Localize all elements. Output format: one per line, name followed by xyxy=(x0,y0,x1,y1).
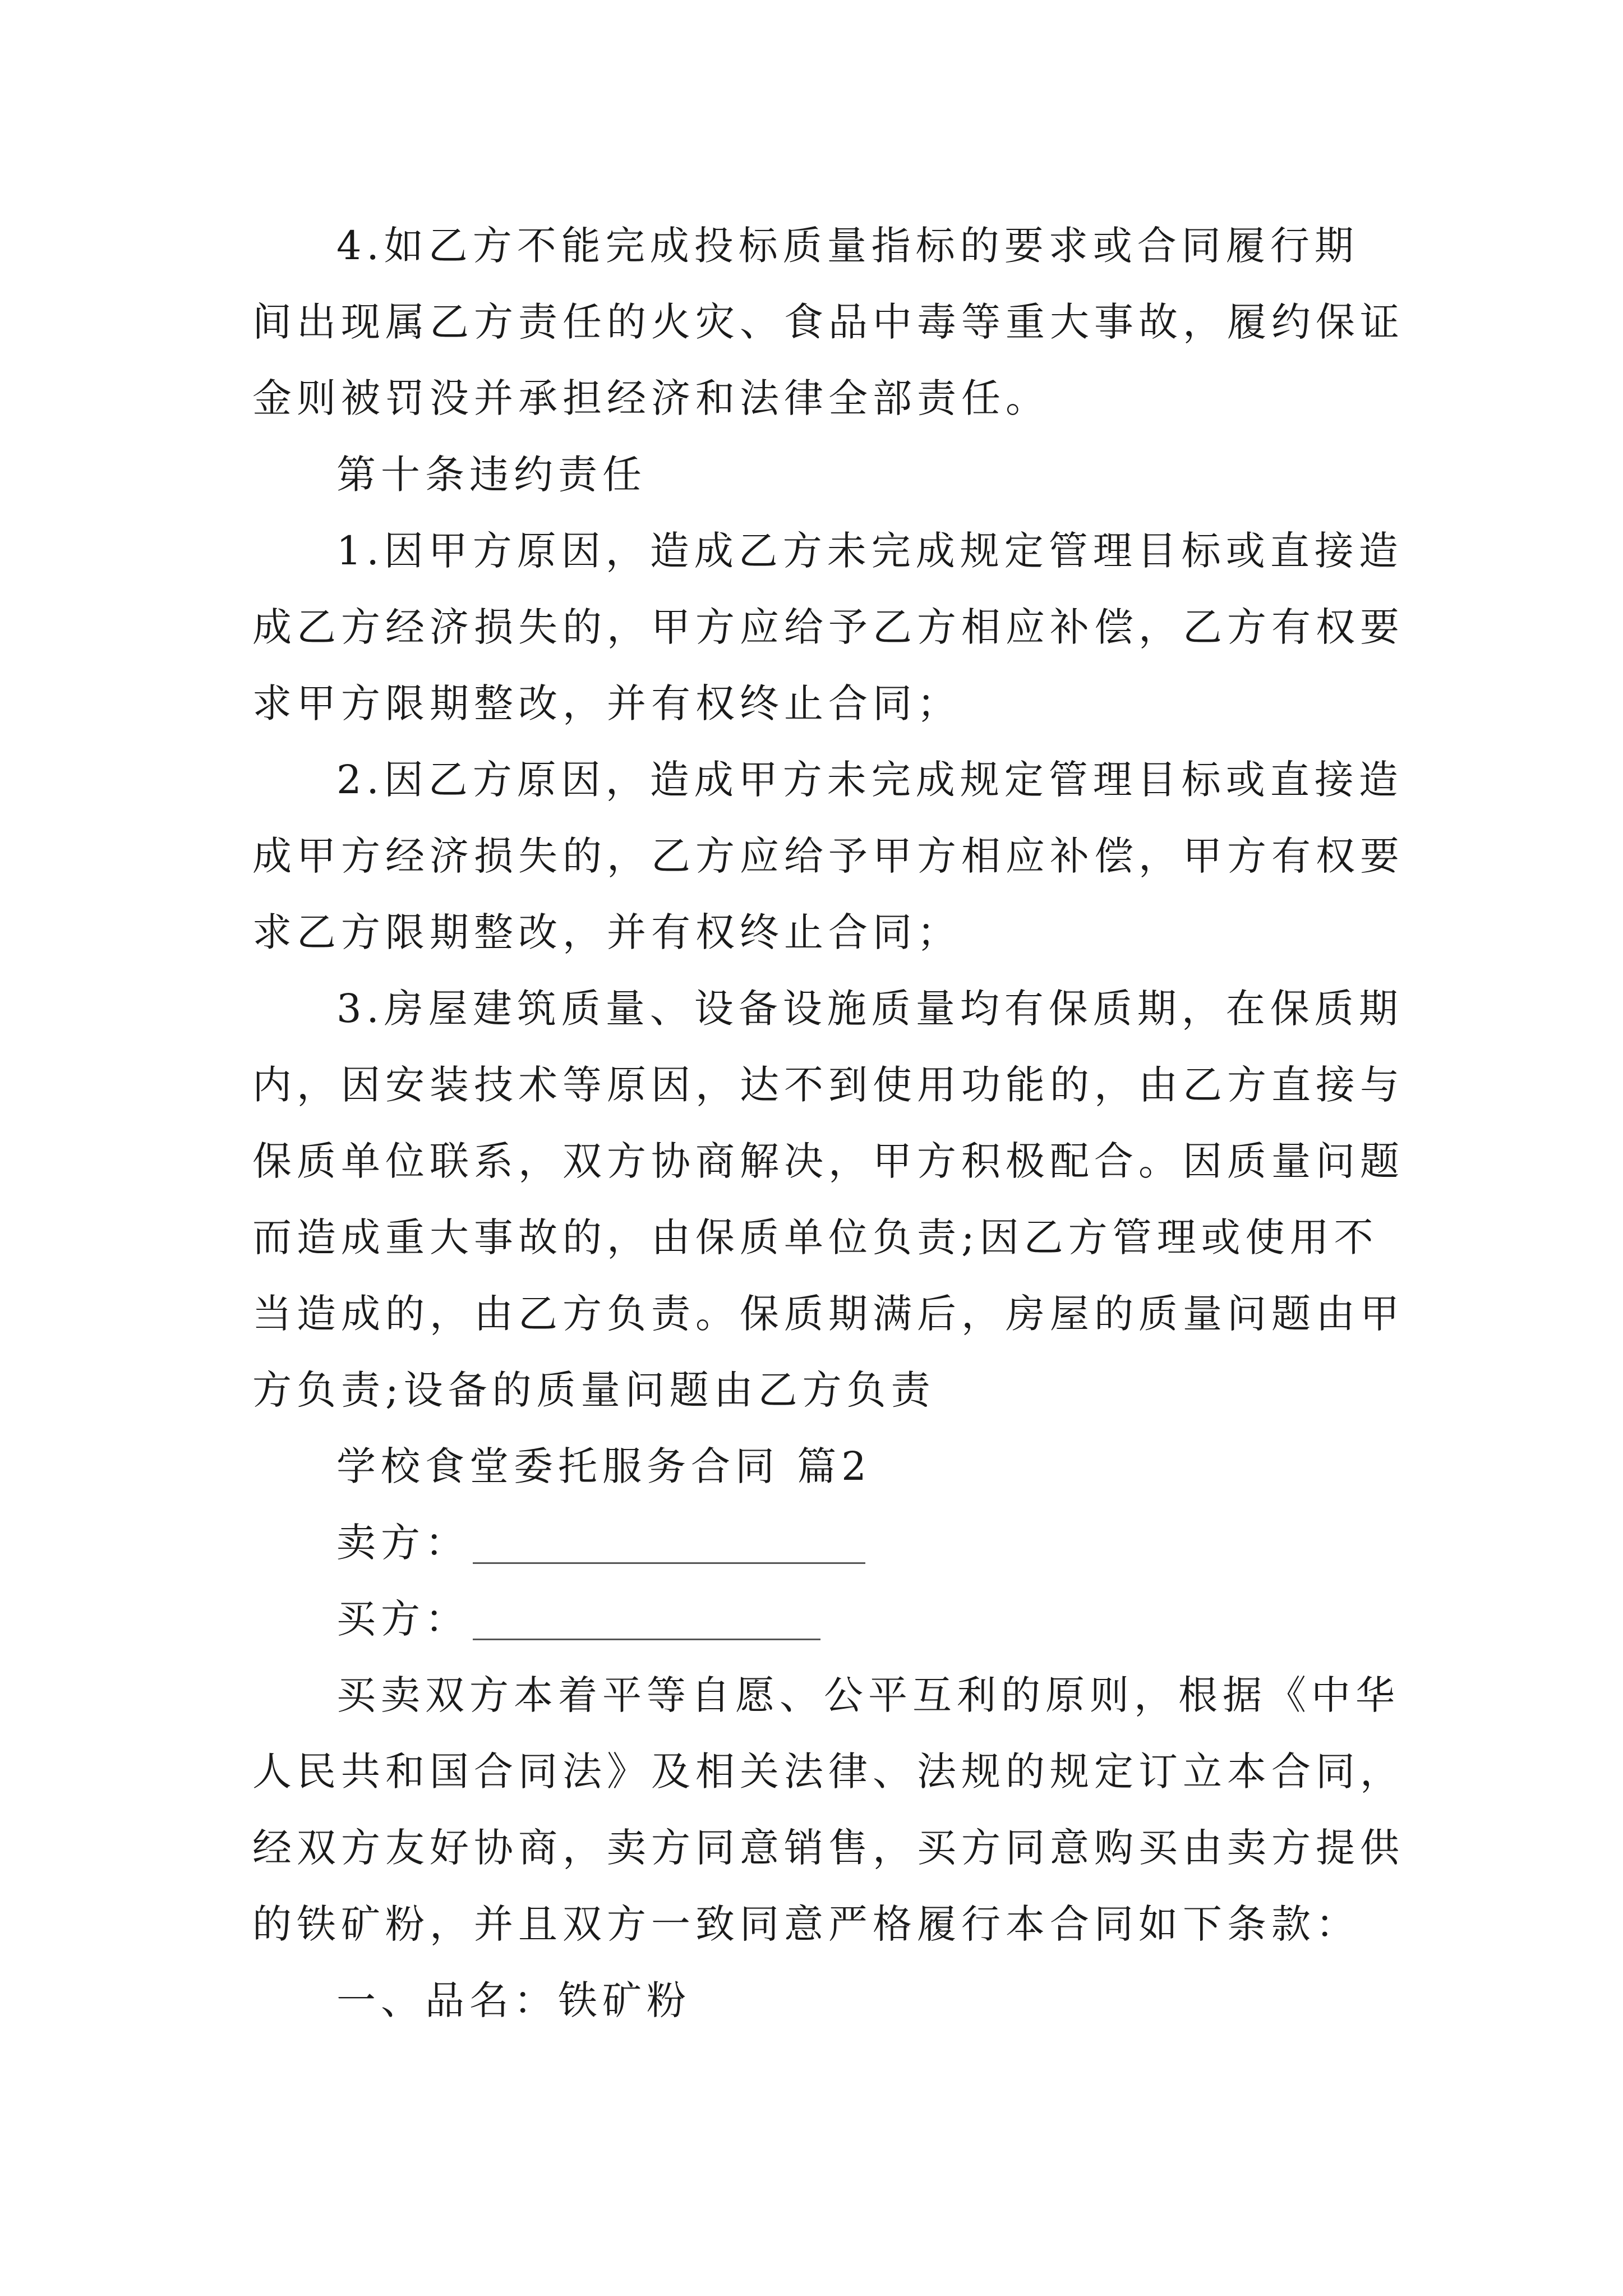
clause-heading: 一、品名：铁矿粉 xyxy=(336,1977,691,2023)
buyer-label: 买方： xyxy=(336,1596,469,1642)
paragraph-line: 1.因甲方原因，造成乙方未完成规定管理目标或直接造 xyxy=(336,528,1403,574)
paragraph-line: 3.房屋建筑质量、设备设施质量均有保质期，在保质期 xyxy=(336,986,1403,1032)
paragraph-line: 内，因安装技术等原因，达不到使用功能的，由乙方直接与 xyxy=(252,1062,1404,1108)
paragraph-line: 成乙方经济损失的，甲方应给予乙方相应补偿，乙方有权要 xyxy=(252,604,1404,650)
paragraph-line: 金则被罚没并承担经济和法律全部责任。 xyxy=(252,375,1050,421)
seller-line xyxy=(252,1504,1385,1581)
paragraph-line: 间出现属乙方责任的火灾、食品中毒等重大事故，履约保证 xyxy=(252,299,1404,345)
paragraph-line: 方负责;设备的质量问题由乙方负责 xyxy=(252,1367,935,1413)
section-heading: 第十条违约责任 xyxy=(336,452,647,498)
buyer-blank xyxy=(473,1594,820,1640)
contract-title: 学校食堂委托服务合同 篇2 xyxy=(336,1443,872,1489)
paragraph-line: 4.如乙方不能完成投标质量指标的要求或合同履行期 xyxy=(336,223,1359,269)
paragraph-line: 保质单位联系，双方协商解决，甲方积极配合。因质量问题 xyxy=(252,1138,1404,1184)
seller-label: 卖方： xyxy=(336,1520,469,1566)
document-body xyxy=(252,208,1404,2039)
paragraph-line: 的铁矿粉，并且双方一致同意严格履行本合同如下条款： xyxy=(252,1901,1360,1947)
paragraph-line: 经双方友好协商，卖方同意销售，买方同意购买由卖方提供 xyxy=(252,1825,1404,1871)
paragraph-line: 当造成的，由乙方负责。保质期满后，房屋的质量问题由甲 xyxy=(252,1291,1404,1337)
paragraph-line: 成甲方经济损失的，乙方应给予甲方相应补偿，甲方有权要 xyxy=(252,833,1404,879)
paragraph-line: 人民共和国合同法》及相关法律、法规的规定订立本合同， xyxy=(252,1749,1404,1795)
paragraph-line: 买卖双方本着平等自愿、公平互利的原则，根据《中华 xyxy=(336,1672,1400,1718)
paragraph-line: 求乙方限期整改，并有权终止合同； xyxy=(252,909,961,955)
buyer-line xyxy=(252,1581,1385,1657)
seller-blank xyxy=(473,1517,865,1564)
paragraph-line: 而造成重大事故的，由保质单位负责;因乙方管理或使用不 xyxy=(252,1214,1378,1260)
paragraph-line: 2.因乙方原因，造成甲方未完成规定管理目标或直接造 xyxy=(336,757,1403,803)
paragraph-line: 求甲方限期整改，并有权终止合同； xyxy=(252,680,961,726)
